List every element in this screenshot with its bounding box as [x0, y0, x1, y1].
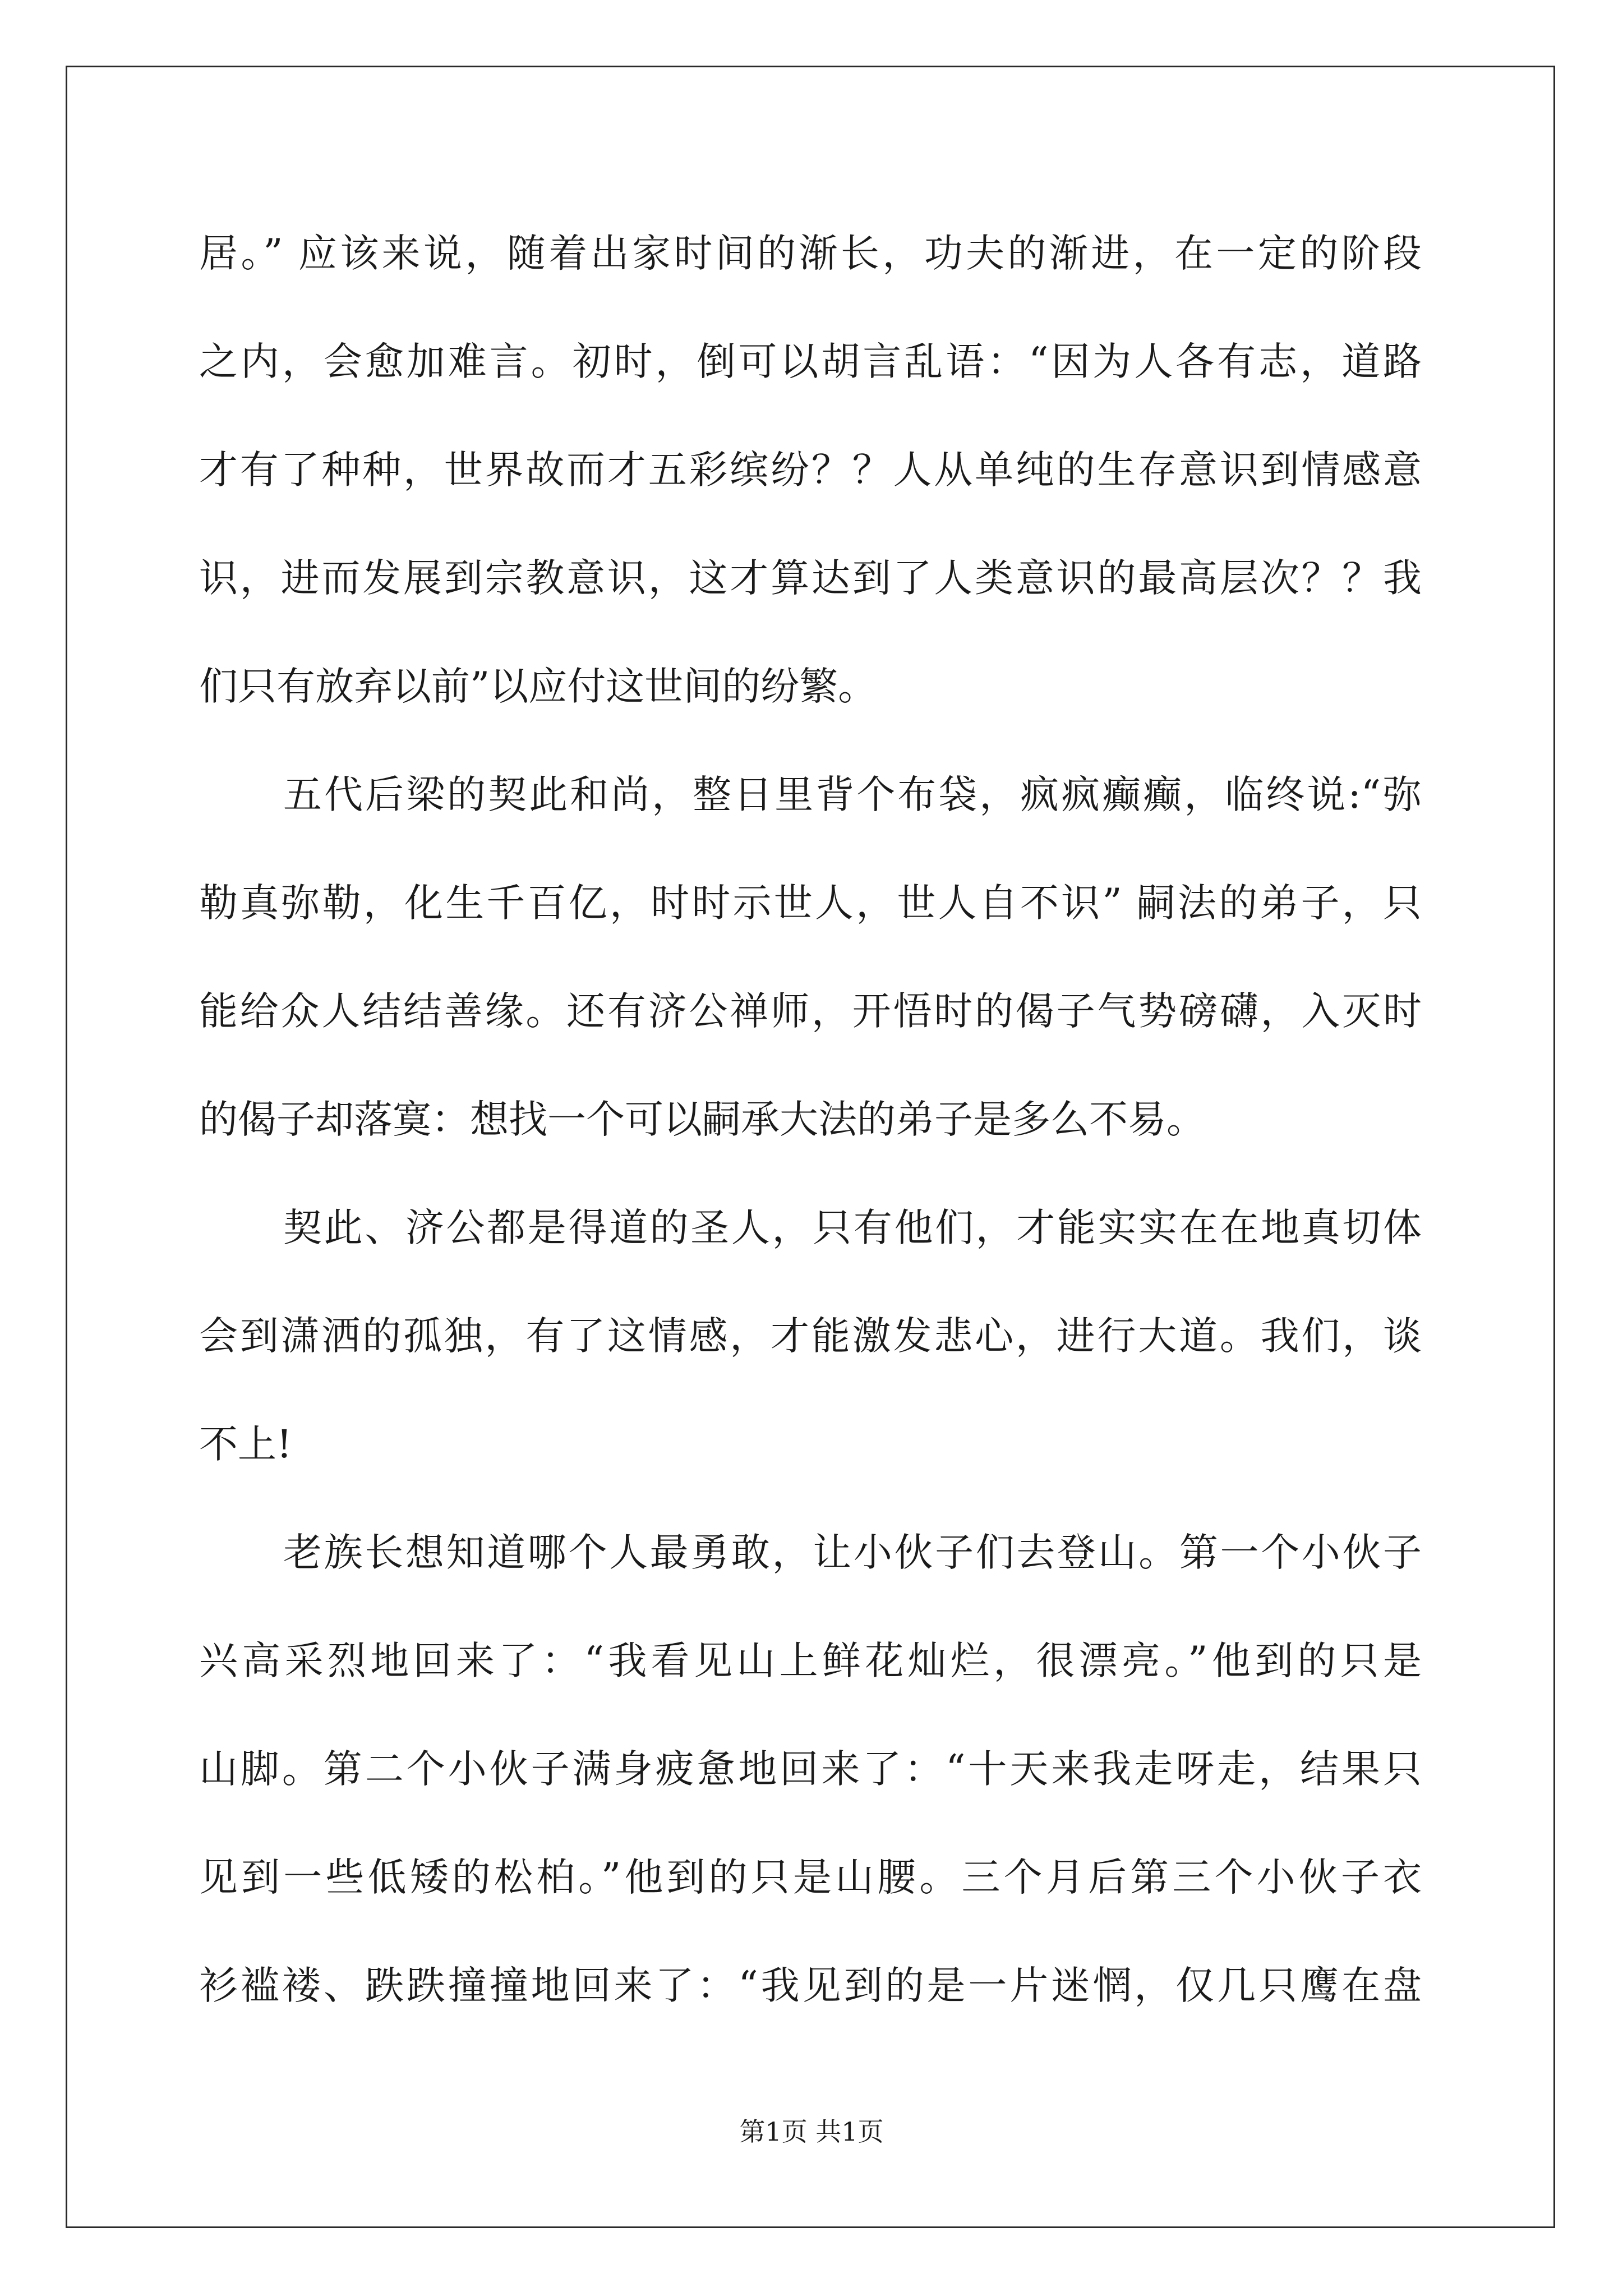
text-line: 居。” 应该来说，随着出家时间的渐长，功夫的渐进，在一定的阶段 — [199, 231, 1422, 276]
text-line: 兴高采烈地回来了：“我看见山上鲜花灿烂，很漂亮。”他到的只是 — [199, 1639, 1422, 1683]
text-line: 山脚。第二个小伙子满身疲惫地回来了：“十天来我走呀走，结果只 — [199, 1747, 1422, 1792]
text-line: 见到一些低矮的松柏。”他到的只是山腰。三个月后第三个小伙子衣 — [199, 1855, 1422, 1900]
text-line: 不上! — [199, 1422, 292, 1467]
text-line: 老族长想知道哪个人最勇敢，让小伙子们去登山。第一个小伙子 — [283, 1530, 1422, 1575]
document-body — [199, 220, 1422, 2060]
text-line: 之内，会愈加难言。初时，倒可以胡言乱语：“因为人各有志，道路 — [199, 339, 1422, 384]
text-line: 才有了种种，世界故而才五彩缤纷？？人从单纯的生存意识到情感意 — [199, 448, 1422, 493]
text-line: 会到潇洒的孤独，有了这情感，才能激发悲心，进行大道。我们，谈 — [199, 1314, 1422, 1359]
text-line: 识，进而发展到宗教意识，这才算达到了人类意识的最高层次？？我 — [199, 556, 1422, 601]
text-line: 能给众人结结善缘。还有济公禅师，开悟时的偈子气势磅礴，入灭时 — [199, 989, 1422, 1034]
text-line: 勒真弥勒，化生千百亿，时时示世人，世人自不识” 嗣法的弟子，只 — [199, 881, 1422, 926]
text-line: 契此、济公都是得道的圣人，只有他们，才能实实在在地真切体 — [283, 1205, 1422, 1250]
page-number-footer: 第1页 共1页 — [739, 2116, 884, 2147]
text-line: 们只有放弃以前”以应付这世间的纷繁。 — [199, 664, 877, 709]
text-line: 五代后梁的契此和尚，整日里背个布袋，疯疯癫癫，临终说:“弥 — [283, 772, 1422, 817]
text-line: 衫褴褛、跌跌撞撞地回来了：“我见到的是一片迷惘，仅几只鹰在盘 — [199, 1963, 1422, 2008]
text-line: 的偈子却落寞：想找一个可以嗣承大法的弟子是多么不易。 — [199, 1097, 1205, 1142]
